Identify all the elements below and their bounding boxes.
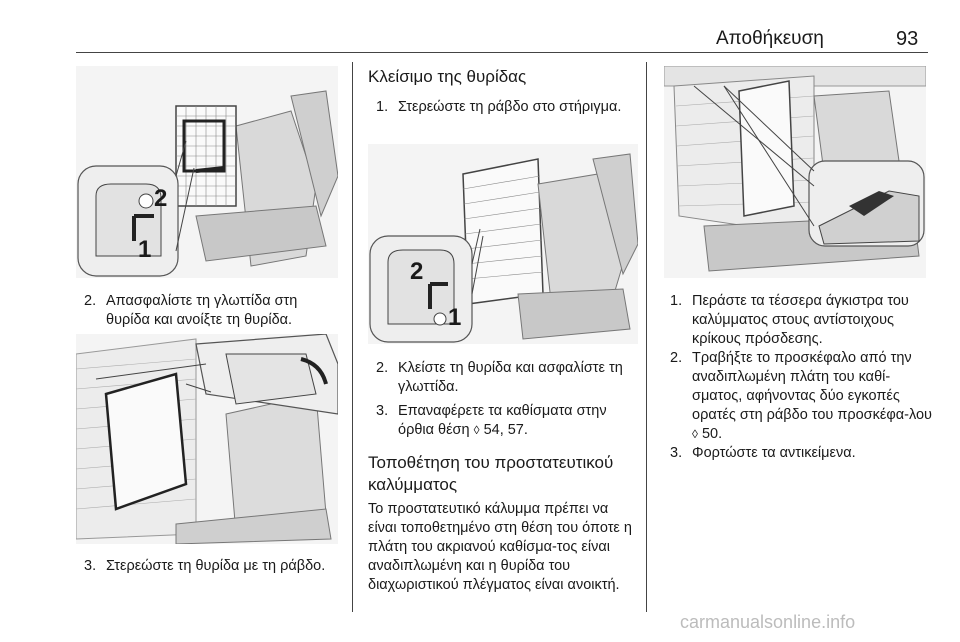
- figure-unlock-hatch-drawing: [76, 66, 338, 278]
- step-text: Στερεώστε τη θυρίδα με τη ράβδο.: [106, 558, 326, 574]
- page-reference-link[interactable]: 54, 57.: [483, 422, 528, 438]
- figure-close-hatch: [368, 144, 638, 344]
- figure-unlock-hatch: [76, 66, 338, 278]
- step-number: 1.: [670, 293, 683, 309]
- callout-2: 2: [410, 258, 424, 285]
- section-paragraph: Το προστατευτικό κάλυμμα πρέπει να είναι τοποθετημένο στη θέση του όποτε η πλάτη του ακριανού καθίσμα-τος είναι αναδιπλωμένη και η θυρίδα του διαχωριστικού πλέγματος είναι ανοικτή.: [368, 501, 632, 593]
- reference-arrow-icon: ◊: [473, 423, 480, 437]
- step-text: Περάστε τα τέσσερα άγκιστρα του καλύμματος στους αντίστοιχους κρίκους πρόσδεσης.: [692, 293, 909, 347]
- column-divider-1: [352, 62, 353, 612]
- step-number: 2.: [670, 350, 683, 366]
- step-text-main: Επαναφέρετε τα καθίσματα στην όρθια θέση: [398, 403, 607, 438]
- figure-install-cover: [664, 66, 926, 278]
- step-number: 3.: [670, 445, 683, 461]
- col2-step-3: [376, 402, 638, 440]
- callout-1: 1: [138, 236, 152, 263]
- col3-step-3: [670, 444, 932, 463]
- column-divider-2: [646, 62, 647, 612]
- col2-step-1: [376, 98, 636, 117]
- step-number: 2.: [84, 293, 97, 309]
- watermark: carmanualsonline.info: [680, 612, 856, 632]
- step-text: Φορτώστε τα αντικείμενα.: [692, 445, 856, 461]
- step-number: 2.: [376, 360, 389, 376]
- step-text: [670, 349, 932, 444]
- step-number: 3.: [84, 558, 97, 574]
- step-text: Στερεώστε τη ράβδο στο στήριγμα.: [398, 99, 622, 115]
- col1-step-3: [84, 557, 346, 576]
- col2-step-2: [376, 359, 638, 397]
- figure-install-cover-drawing: [664, 66, 926, 278]
- section-title-protective-cover: Τοποθέτηση του προστατευτικού καλύμματος: [368, 453, 614, 494]
- col1-step-2: [84, 292, 344, 330]
- col3-step-1: [670, 292, 932, 349]
- section-title-close-hatch: Κλείσιμο της θυρίδας: [368, 67, 527, 86]
- page-reference-link[interactable]: 50.: [701, 426, 723, 442]
- step-number: 3.: [376, 403, 389, 419]
- step-text: Κλείστε τη θυρίδα και ασφαλίστε τη γλωττίδα.: [398, 360, 623, 395]
- header-rule: [76, 52, 928, 53]
- step-text-main: Τραβήξτε το προσκέφαλο από την αναδιπλωμένη πλάτη του καθί-σματος, αφήνοντας δύο εγκοπές ορατές στη ράβδο του προσκέφα-λου: [692, 350, 932, 423]
- running-header-title: Αποθήκευση: [716, 28, 824, 49]
- figure-fix-hatch-drawing: [76, 334, 338, 544]
- col3-step-2: [670, 349, 932, 444]
- step-text: [376, 402, 638, 440]
- reference-arrow-icon: ◊: [692, 427, 698, 441]
- figure-close-hatch-drawing: [368, 144, 638, 344]
- page-number: 93: [896, 28, 919, 50]
- callout-2: 2: [154, 185, 168, 212]
- figure-fix-hatch-with-rod: [76, 334, 338, 544]
- step-text: Απασφαλίστε τη γλωττίδα στη θυρίδα και ανοίξτε τη θυρίδα.: [106, 293, 298, 328]
- callout-1: 1: [448, 304, 462, 331]
- step-number: 1.: [376, 99, 389, 115]
